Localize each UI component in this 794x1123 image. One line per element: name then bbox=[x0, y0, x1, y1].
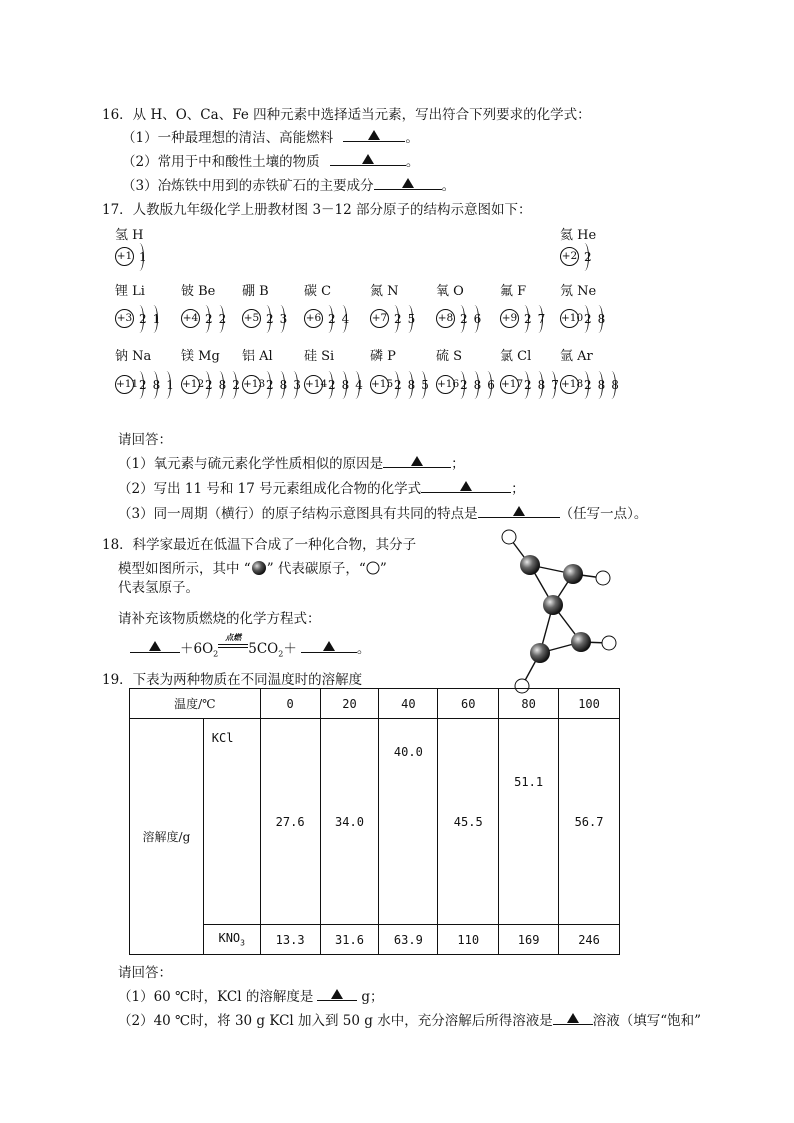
nucleus-charge: +3 bbox=[115, 309, 134, 328]
nucleus-charge: +10 bbox=[560, 309, 579, 328]
atom-structure-diagram bbox=[436, 375, 496, 394]
reaction-arrow bbox=[218, 632, 248, 653]
nucleus-charge: +7 bbox=[370, 309, 389, 328]
electron-shell: 3 bbox=[279, 311, 288, 326]
carbon-atom bbox=[543, 595, 563, 615]
kno3-sub: 3 bbox=[240, 938, 245, 948]
electron-shell: 8 bbox=[597, 311, 606, 326]
atom-structure-diagram bbox=[115, 247, 148, 266]
atom-name-label: 氧 O bbox=[436, 284, 464, 299]
triangle-icon bbox=[460, 481, 472, 491]
electron-shell: 8 bbox=[611, 377, 619, 392]
eq-plus: ＋ bbox=[283, 641, 297, 657]
electron-shell: 8 bbox=[407, 377, 416, 392]
q18-line-3: 代表氢原子。 bbox=[118, 580, 199, 596]
electron-shell: 5 bbox=[407, 311, 416, 326]
q16-item-1-text: （1）一种最理想的清洁、高能燃料 bbox=[122, 130, 334, 146]
temp-cell: 20 bbox=[320, 689, 379, 719]
hydrogen-atom bbox=[596, 571, 610, 585]
electron-shell: 2 bbox=[584, 311, 592, 326]
electron-shell: 2 bbox=[524, 377, 532, 392]
nucleus-charge: +15 bbox=[370, 375, 389, 394]
electron-shell: 2 bbox=[328, 377, 336, 392]
electron-shell: 1 bbox=[139, 249, 147, 264]
q19-item-2-end: 溶液（填写“饱和” bbox=[592, 1013, 702, 1029]
answer-blank[interactable] bbox=[130, 638, 180, 653]
atom-name-label: 磷 P bbox=[370, 349, 396, 364]
q19-prompt: 请回答： bbox=[118, 965, 172, 981]
electron-shell: 2 bbox=[205, 377, 213, 392]
atom-name-label: 钠 Na bbox=[115, 349, 152, 364]
carbon-atoms bbox=[520, 555, 591, 663]
atom-name-label: 铝 Al bbox=[242, 349, 273, 364]
electron-shell: 2 bbox=[205, 311, 213, 326]
atom-name-label: 碳 C bbox=[304, 284, 332, 299]
q17-item-1-end: ； bbox=[451, 456, 465, 472]
temp-cell: 40 bbox=[379, 689, 438, 719]
electron-shell: 1 bbox=[152, 311, 161, 326]
electron-shell: 5 bbox=[421, 377, 429, 392]
atom-structure-diagram bbox=[181, 375, 241, 394]
q17-item-2 bbox=[118, 477, 525, 497]
electron-shell: 8 bbox=[473, 377, 482, 392]
atom-structure-diagram bbox=[500, 309, 546, 328]
electron-shell: 8 bbox=[597, 377, 606, 392]
nucleus-charge: +11 bbox=[115, 375, 134, 394]
electron-shell: 8 bbox=[152, 377, 161, 392]
q16-item-3 bbox=[122, 174, 455, 194]
kcl-cell: 45.5 bbox=[438, 719, 499, 925]
kcl-cell: 40.0 bbox=[379, 719, 438, 925]
kno3-cell: 110 bbox=[438, 925, 499, 955]
eq-sub: 2 bbox=[213, 649, 219, 659]
kno3-label bbox=[203, 925, 260, 955]
kcl-label: KCl bbox=[203, 719, 260, 925]
atom-structure-diagram bbox=[436, 309, 482, 328]
electron-shell: 2 bbox=[218, 311, 227, 326]
answer-blank[interactable] bbox=[343, 127, 405, 142]
electron-shell: 4 bbox=[355, 377, 363, 392]
electron-shell: 8 bbox=[218, 377, 227, 392]
solubility-table bbox=[129, 688, 620, 955]
q16-item-2 bbox=[122, 150, 419, 170]
q18-line-2c: ” bbox=[379, 561, 387, 577]
nucleus-charge: +9 bbox=[500, 309, 519, 328]
hydrogen-atom bbox=[502, 530, 516, 544]
atom-name-label: 氖 Ne bbox=[560, 284, 597, 299]
electron-shell: 6 bbox=[487, 377, 495, 392]
atom-structure-diagram bbox=[560, 247, 593, 266]
electron-shell: 2 bbox=[460, 377, 468, 392]
q18-line-2a: 模型如图所示，其中 “ bbox=[118, 561, 251, 577]
nucleus-charge: +14 bbox=[304, 375, 323, 394]
q16-item-3-text: （3）冶炼铁中用到的赤铁矿石的主要成分 bbox=[122, 178, 374, 194]
kno3-cell: 63.9 bbox=[379, 925, 438, 955]
atom-name-label: 氢 H bbox=[115, 228, 144, 243]
kcl-cell: 56.7 bbox=[559, 719, 620, 925]
q16-stem: 16．从 H、O、Ca、Fe 四种元素中选择适当元素，写出符合下列要求的化学式： bbox=[102, 107, 591, 123]
atom-name-label: 氦 He bbox=[560, 228, 597, 243]
electron-shell: 2 bbox=[139, 311, 147, 326]
answer-blank[interactable] bbox=[374, 175, 442, 190]
answer-blank[interactable] bbox=[317, 986, 357, 1001]
electron-shell: 2 bbox=[328, 311, 336, 326]
q19-item-1 bbox=[118, 985, 383, 1005]
electron-shell: 6 bbox=[473, 311, 482, 326]
electron-shell: 7 bbox=[551, 377, 559, 392]
kno3-cell: 246 bbox=[559, 925, 620, 955]
answer-blank[interactable] bbox=[301, 638, 357, 653]
temp-cell: 80 bbox=[499, 689, 559, 719]
nucleus-charge: +1 bbox=[115, 247, 134, 266]
kcl-cell: 34.0 bbox=[320, 719, 379, 925]
kno3-cell: 31.6 bbox=[320, 925, 379, 955]
answer-blank[interactable] bbox=[383, 453, 451, 468]
q16-item-3-end: 。 bbox=[441, 178, 456, 194]
q16-item-1-end: 。 bbox=[405, 130, 419, 146]
eq-end: 。 bbox=[356, 641, 371, 657]
temp-cell: 100 bbox=[559, 689, 620, 719]
q18-line-2 bbox=[118, 557, 387, 577]
atom-structure-diagram bbox=[370, 309, 416, 328]
nucleus-charge: +17 bbox=[500, 375, 519, 394]
header-temperature: 温度/℃ bbox=[130, 689, 261, 719]
electron-shell: 8 bbox=[279, 377, 288, 392]
q17-item-3-text: （3）同一周期（横行）的原子结构示意图具有共同的特点是 bbox=[118, 506, 478, 522]
electron-shell: 4 bbox=[341, 311, 350, 326]
atom-structure-diagram bbox=[242, 309, 288, 328]
nucleus-charge: +8 bbox=[436, 309, 455, 328]
q16-item-1 bbox=[122, 126, 419, 146]
atom-structure-diagram bbox=[304, 309, 350, 328]
q19-stem: 19．下表为两种物质在不同温度时的溶解度 bbox=[102, 672, 363, 688]
molecule-model bbox=[495, 520, 625, 700]
atom-name-label: 硼 B bbox=[242, 284, 269, 299]
electron-shell: 2 bbox=[460, 311, 468, 326]
triangle-icon bbox=[323, 641, 335, 651]
q18-line-4: 请补充该物质燃烧的化学方程式： bbox=[118, 611, 321, 627]
electron-shell: 8 bbox=[537, 377, 546, 392]
q17-stem: 17．人教版九年级化学上册教材图 3－12 部分原子的结构示意图如下： bbox=[102, 202, 532, 218]
atom-name-label: 氯 Cl bbox=[500, 349, 532, 364]
q18-line-1: 18．科学家最近在低温下合成了一种化合物，其分子 bbox=[102, 537, 417, 553]
q19-item-1-end: g； bbox=[361, 989, 384, 1005]
triangle-icon bbox=[331, 989, 343, 999]
nucleus-charge: +13 bbox=[242, 375, 261, 394]
q16-item-2-text: （2）常用于中和酸性土壤的物质 bbox=[122, 154, 320, 170]
atom-name-label: 硫 S bbox=[436, 349, 463, 364]
carbon-atom bbox=[571, 632, 591, 652]
q19-item-2-text: （2）40 ℃时，将 30 g KCl 加入到 50 g 水中，充分溶解后所得溶液是 bbox=[118, 1013, 553, 1029]
temp-cell: 0 bbox=[260, 689, 320, 719]
q17-item-2-end: ； bbox=[511, 481, 525, 497]
electron-shell: 7 bbox=[537, 311, 546, 326]
q17-item-3-end: （任写一点）。 bbox=[559, 506, 648, 522]
atom-structure-diagram bbox=[242, 375, 302, 394]
kno3-cell: 169 bbox=[499, 925, 559, 955]
triangle-icon bbox=[368, 130, 380, 140]
triangle-icon bbox=[513, 506, 525, 516]
atom-structure-diagram bbox=[370, 375, 430, 394]
q16-item-2-end: 。 bbox=[405, 154, 420, 170]
kno3-cell: 13.3 bbox=[260, 925, 320, 955]
electron-shell: 2 bbox=[232, 377, 240, 392]
q17-item-1 bbox=[118, 452, 465, 472]
q19-item-1-text: （1）60 ℃时，KCl 的溶解度是 bbox=[118, 989, 314, 1005]
q19-item-2 bbox=[118, 1009, 701, 1029]
nucleus-charge: +2 bbox=[560, 247, 579, 266]
electron-shell: 2 bbox=[266, 311, 274, 326]
carbon-atom bbox=[563, 564, 583, 584]
eq-plus-o2: ＋6O bbox=[180, 641, 214, 657]
triangle-icon bbox=[567, 1013, 579, 1023]
carbon-atom bbox=[530, 643, 550, 663]
kcl-cell: 27.6 bbox=[260, 719, 320, 925]
kcl-cell: 51.1 bbox=[499, 719, 559, 925]
kno3-label-text: KNO bbox=[218, 931, 241, 946]
electron-shell: 1 bbox=[166, 377, 174, 392]
answer-blank[interactable] bbox=[553, 1010, 593, 1025]
electron-shell: 3 bbox=[293, 377, 301, 392]
reaction-condition: 点燃 bbox=[225, 632, 242, 642]
eq-product: 5CO bbox=[248, 641, 279, 657]
temp-cell: 60 bbox=[438, 689, 499, 719]
atom-name-label: 硅 Si bbox=[304, 349, 335, 364]
answer-blank[interactable] bbox=[478, 503, 560, 518]
atom-structure-diagram bbox=[500, 375, 560, 394]
eq-sub: 2 bbox=[278, 649, 284, 659]
carbon-atom bbox=[520, 555, 540, 575]
atom-name-label: 锂 Li bbox=[115, 284, 145, 299]
atom-name-label: 氟 F bbox=[500, 284, 527, 299]
electron-shell: 2 bbox=[394, 377, 402, 392]
atom-name-label: 氩 Ar bbox=[560, 349, 593, 364]
nucleus-charge: +6 bbox=[304, 309, 323, 328]
electron-shell: 2 bbox=[584, 249, 592, 264]
triangle-icon bbox=[411, 456, 423, 466]
nucleus-charge: +18 bbox=[560, 375, 579, 394]
nucleus-charge: +5 bbox=[242, 309, 261, 328]
electron-shell: 2 bbox=[139, 377, 147, 392]
atom-name-label: 铍 Be bbox=[181, 284, 216, 299]
answer-blank[interactable] bbox=[330, 151, 406, 166]
q17-item-3 bbox=[118, 502, 647, 522]
triangle-icon bbox=[362, 154, 374, 164]
q18-equation bbox=[130, 632, 371, 659]
electron-shell: 2 bbox=[266, 377, 274, 392]
row-label-solubility: 溶解度/g bbox=[130, 719, 204, 955]
nucleus-charge: +12 bbox=[181, 375, 200, 394]
atom-structure-diagram bbox=[560, 309, 606, 328]
electron-shell: 2 bbox=[584, 377, 592, 392]
nucleus-charge: +4 bbox=[181, 309, 200, 328]
q18-line-2b: ” 代表碳原子，“ bbox=[266, 561, 366, 577]
carbon-atom-icon bbox=[251, 560, 267, 576]
atom-name-label: 氮 N bbox=[370, 284, 399, 299]
q17-item-2-text: （2）写出 11 号和 17 号元素组成化合物的化学式 bbox=[118, 481, 422, 497]
electron-shell: 8 bbox=[341, 377, 350, 392]
atom-structure-diagram bbox=[304, 375, 364, 394]
atom-structure-diagram bbox=[115, 375, 175, 394]
answer-blank[interactable] bbox=[421, 478, 511, 493]
q17-prompt: 请回答： bbox=[118, 432, 172, 448]
atom-structure-diagram bbox=[560, 375, 620, 394]
triangle-icon bbox=[149, 641, 161, 651]
nucleus-charge: +16 bbox=[436, 375, 455, 394]
atom-structure-diagram bbox=[115, 309, 161, 328]
atom-name-label: 镁 Mg bbox=[181, 349, 220, 364]
q17-item-1-text: （1）氧元素与硫元素化学性质相似的原因是 bbox=[118, 456, 384, 472]
electron-shell: 2 bbox=[394, 311, 402, 326]
electron-shell: 2 bbox=[524, 311, 532, 326]
triangle-icon bbox=[402, 178, 414, 188]
hydrogen-atom bbox=[602, 636, 616, 650]
hydrogen-atom-icon bbox=[366, 561, 380, 575]
atom-structure-diagram bbox=[181, 309, 227, 328]
